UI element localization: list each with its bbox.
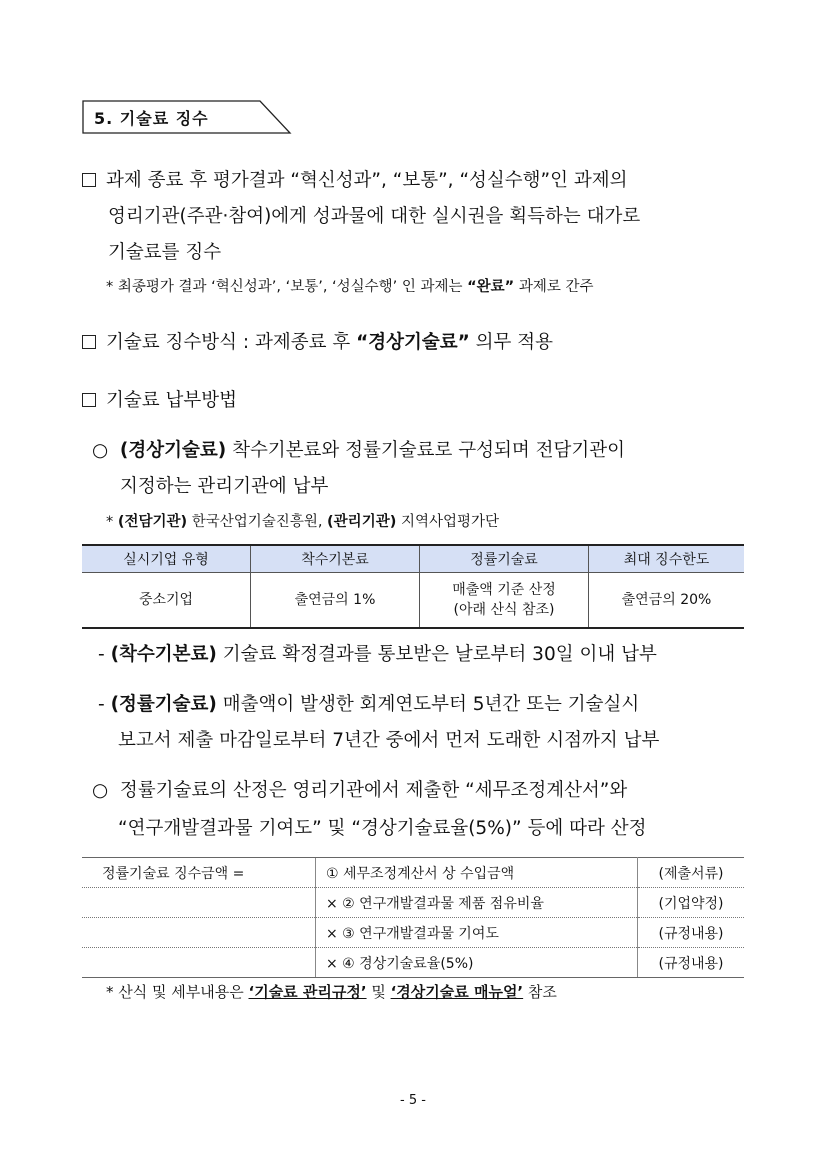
bullet2-line1: 정률기술료의 산정은 영리기관에서 제출한 “세무조정계산서”와 [119, 780, 628, 801]
formula-item: × ② 연구개발결과물 제품 점유비율 [316, 888, 638, 918]
note-bold1: (전담기관) [117, 514, 188, 530]
section1-line3: 기술료를 징수 [108, 242, 222, 263]
table-row [82, 918, 744, 948]
dash2-line2: 보고서 제출 마감일로부터 7년간 중에서 먼저 도래한 시점까지 납부 [118, 730, 660, 751]
section3-title-text: 기술료 납부방법 [106, 390, 237, 411]
formula-item: × ④ 경상기술료율(5%) [316, 948, 638, 978]
circle-bullet-icon: ○ [92, 440, 109, 461]
section3-bullet1 [92, 433, 752, 469]
table-row [82, 573, 744, 629]
table-row [82, 948, 744, 978]
formula-source: (제출서류) [638, 858, 745, 888]
formula-source: (기업약정) [638, 888, 745, 918]
section-heading-box [82, 100, 292, 134]
checkbox-square-icon [82, 173, 96, 187]
formula-label: 정률기술료 징수금액 = [82, 858, 316, 888]
formula-item: × ③ 연구개발결과물 기여도 [316, 918, 638, 948]
section2-bold: “경상기술료” [356, 332, 470, 353]
royalty-formula-table [82, 857, 744, 978]
dash-item-rate-fee [98, 687, 758, 723]
table-header-cell: 실시기업 유형 [82, 545, 251, 573]
final-note [106, 981, 746, 1003]
formula-label-empty [82, 948, 316, 978]
page-number: - 5 - [400, 1093, 426, 1108]
dash1-text: 기술료 확정결과를 통보받은 날로부터 30일 이내 납부 [216, 644, 657, 665]
table-header-cell: 최대 징수한도 [589, 545, 745, 573]
formula-item: ① 세무조정계산서 상 수입금액 [316, 858, 638, 888]
section1-note [106, 276, 766, 298]
circle-bullet-icon: ○ [92, 780, 109, 801]
dash-bullet: - [98, 694, 105, 715]
section1-line1: 과제 종료 후 평가결과 “혁신성과”, “보통”, “성실수행”인 과제의 [106, 170, 628, 191]
table-cell: 출연금의 20% [589, 573, 745, 629]
table-cell [420, 573, 589, 629]
section3-title [82, 383, 752, 419]
bullet1-line2: 지정하는 관리기관에 납부 [120, 476, 329, 497]
note-bold2: (관리기관) [327, 514, 397, 530]
checkbox-square-icon [82, 335, 96, 349]
dash2-line1: 매출액이 발생한 회계연도부터 5년간 또는 기술실시 [216, 694, 640, 715]
table-cell-line: (아래 산식 참조) [453, 602, 555, 618]
bullet1-line1: 착수기본료와 정률기술료로 구성되며 전담기관이 [226, 440, 626, 461]
formula-label-empty [82, 918, 316, 948]
section-heading: 5. 기술료 징수 [94, 109, 209, 128]
dash-bullet: - [98, 644, 105, 665]
section2-item [82, 325, 752, 361]
formula-source: (규정내용) [638, 948, 745, 978]
table-cell: 출연금의 1% [251, 573, 420, 629]
table-cell: 중소기업 [82, 573, 251, 629]
note-mid: 한국산업기술진흥원, [187, 514, 328, 530]
bullet1-bold: (경상기술료) [119, 440, 227, 461]
section1-line2: 영리기관(주관·참여)에게 성과물에 대한 실시권을 획득하는 대가로 [108, 206, 641, 227]
table-row [82, 858, 744, 888]
final-note-pre: * 산식 및 세부내용은 [106, 983, 249, 1001]
section3-bullet2 [92, 773, 752, 809]
note-text-bold: “완료” [467, 279, 515, 295]
table-cell-line: 매출액 기준 산정 [452, 582, 556, 598]
table-header-row [82, 545, 744, 573]
table-row [82, 888, 744, 918]
section1-item [82, 163, 752, 199]
note-post: 지역사업평가단 [396, 514, 500, 530]
formula-source: (규정내용) [638, 918, 745, 948]
bullet2-line2: “연구개발결과물 기여도” 및 “경상기술료율(5%)” 등에 따라 산정 [118, 818, 647, 839]
final-note-bold2: ‘경상기술료 매뉴얼’ [390, 983, 524, 1001]
dash1-bold: (착수기본료) [110, 644, 217, 665]
royalty-type-table [82, 544, 744, 629]
final-note-mid: 및 [366, 983, 391, 1001]
checkbox-square-icon [82, 393, 96, 407]
formula-label-empty [82, 888, 316, 918]
final-note-bold1: ‘기술료 관리규정’ [248, 983, 367, 1001]
table-header-cell: 정률기술료 [420, 545, 589, 573]
note-star: * [106, 514, 118, 530]
note-text-post: 과제로 간주 [514, 279, 594, 295]
final-note-post: 참조 [523, 983, 557, 1001]
dash2-bold: (정률기술료) [110, 694, 217, 715]
section3-note [106, 511, 746, 533]
section2-pre: 기술료 징수방식 : 과제종료 후 [106, 332, 357, 353]
dash-item-initial-fee [98, 637, 758, 673]
table-header-cell: 착수기본료 [251, 545, 420, 573]
section2-post: 의무 적용 [469, 332, 554, 353]
note-text-pre: * 최종평가 결과 ‘혁신성과’, ‘보통’, ‘성실수행’ 인 과제는 [106, 279, 468, 295]
